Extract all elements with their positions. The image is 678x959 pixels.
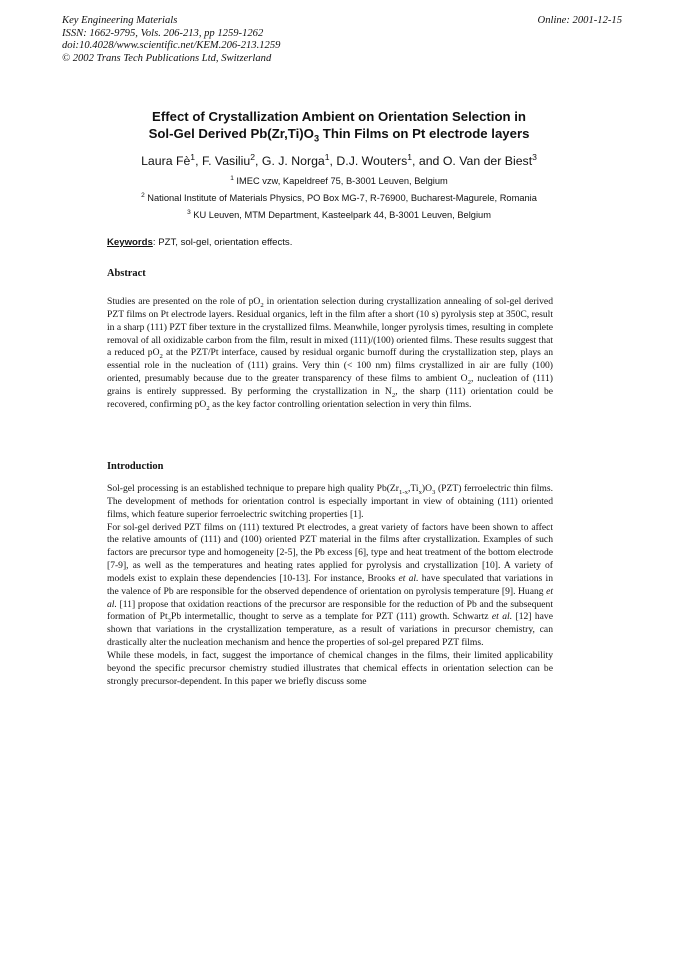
abstract-body (107, 296, 553, 412)
title-subscript: 3 (313, 133, 320, 144)
abstract-heading: Abstract (107, 268, 146, 279)
journal-name: Key Engineering Materials (62, 15, 178, 26)
keywords (107, 237, 292, 249)
intro-paragraph-2: For sol-gel derived PZT films on (111) textured Pt electrodes, a great variety of factors have been shown to affect the relative amounts of (111) and (100) oriented PZT material in the films after crystallization. Examples of such factors are precursor type and homogeneity [2-5], the Pb excess [6], type and heat treatment of the bottom electrode [7-9], as well as the temperatures and heating rates applied for pyrolysis and crystallization [10]. A variety of models exist to explain these dependencies [10-13]. For instance, Brooks et al. have speculated that variations in the valence of Pb are responsible for the observed dependence of orientation on pyrolysis temperature [9]. Huang et al. [11] propose that oxidation reactions of the precursor are responsible for the reduction of Pb and the subsequent formation of $Pt_3Pb$ intermetallic, thought to serve as a template for PZT (111) growth. Schwartz et al. [12] have shown that variations in the crystallization temperature, as a result of variations in precursor chemistry, can drastically alter the nucleation mechanism and hence the properties of sol-gel prepared PZT films. (107, 521, 553, 649)
author: O. Van der Biest (442, 154, 533, 168)
introduction-body (107, 483, 553, 689)
author-list: Laura $Fè^1$, F. Vasiliu$^2$, G. J. Norga$^1$, D.J. Wouters$^1$, and O. Van der Biest$^3$ (141, 151, 537, 168)
journal-header (62, 15, 622, 65)
title-line-2b: Thin Films on Pt electrode layers (319, 126, 530, 141)
intro-paragraph-1: Sol-gel processing is an established technique to prepare high quality $Pb(Zr_{1-x},Ti_x)O_3$ (PZT) ferroelectric thin films. The development of methods for orientation control is especially important in view of obtaining (111) oriented films, which feature superior ferroelectric switching properties [1]. (107, 483, 553, 520)
affiliation: $^2$ National Institute of Materials Physics, PO Box MG-7, R-76900, Bucharest-Magurele, Romania (141, 191, 537, 203)
author: G. J. Norga (261, 154, 325, 168)
doi-line: doi:10.4028/www.scientific.net/KEM.206-213.1259 (62, 40, 281, 52)
abstract-paragraph: Studies are presented on the role of $pO_2$ in orientation selection during crystallization annealing of sol-gel derived PZT films on Pt electrode layers. Residual organics, left in the film after a short (10 s) pyrolysis step at 350C, result in a sharp (111) PZT fiber texture in the crystallized films. Meanwhile, longer pyrolysis times, resulting in complete removal of all oxidizable carbon from the film, result in mixed (111)/(100) oriented films. These results suggest that a reduced $pO_2$ at the PZT/Pt interface, caused by residual organic burnoff during the crystallization step, plays an essential role in the nucleation of (111) grains. Very thin (< 100 nm) films crystallized in air are fully (100) oriented, presumably because due to the greater transparency of these films to ambient $O_2$, nucleation of (111) grains is entirely suppressed. By performing the crystallization in $N_2$, the sharp (111) orientation could be recovered, confirming $pO_2$ as the key factor controlling orientation selection in very thin films. (107, 296, 553, 412)
keywords-label: Keywords (107, 237, 153, 248)
intro-paragraph-3: While these models, in fact, suggest the importance of chemical changes in the films, their limited applicability beyond the specific precursor chemistry studied illustrates that chemical effects in orientation selection can be strongly precursor-dependent. In this paper we briefly discuss some (107, 649, 553, 687)
keywords-text: : PZT, sol-gel, orientation effects. (152, 237, 293, 248)
title-line-1: Effect of Crystallization Ambient on Orientation Selection in (152, 109, 526, 124)
introduction-heading: Introduction (107, 461, 164, 472)
author: D.J. Wouters (336, 154, 408, 168)
title-line-2a: Sol-Gel Derived Pb(Zr,Ti)O (148, 126, 314, 141)
author: Laura Fè (141, 154, 191, 168)
author: F. Vasiliu (201, 154, 251, 168)
affiliation: $^3$ KU Leuven, MTM Department, Kasteelpark 44, B-3001 Leuven, Belgium (187, 208, 491, 220)
copyright-line: © 2002 Trans Tech Publications Ltd, Switzerland (62, 52, 272, 64)
affiliation: $^1$ IMEC vzw, Kapeldreef 75, B-3001 Leuven, Belgium (230, 174, 448, 186)
online-date: Online: 2001-12-15 (537, 15, 622, 26)
paper-title (70, 108, 608, 142)
issn-line: ISSN: 1662-9795, Vols. 206-213, pp 1259-1262 (62, 27, 264, 39)
